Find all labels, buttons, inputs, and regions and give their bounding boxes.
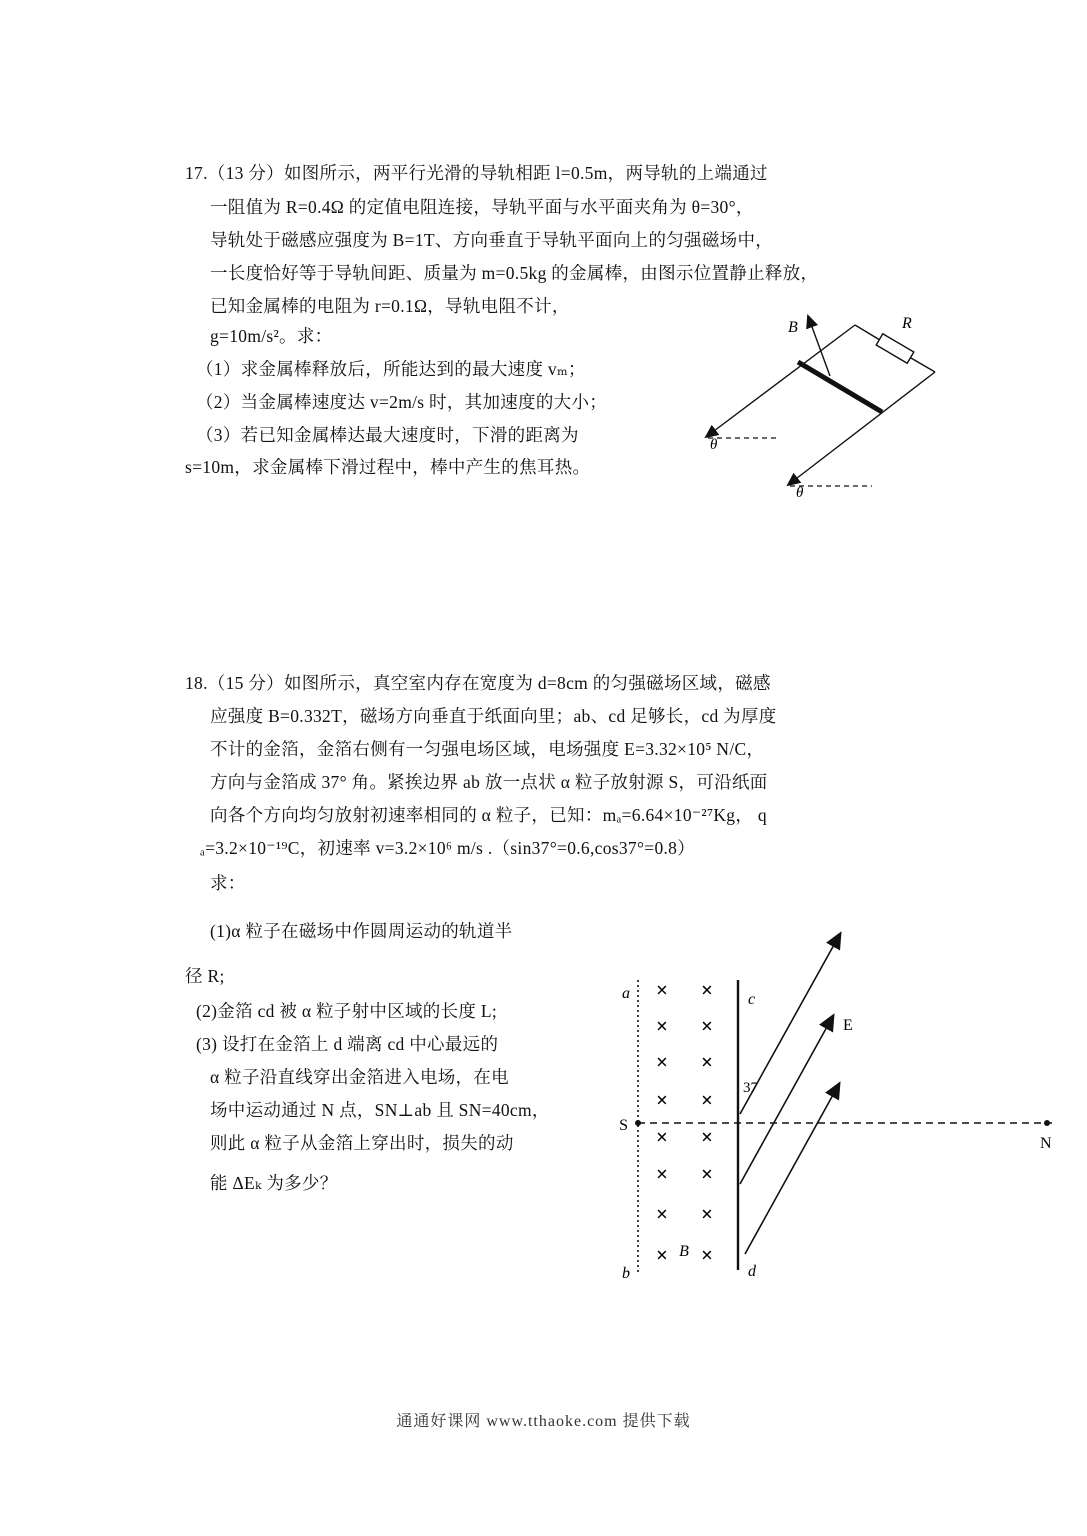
label-N: N — [1040, 1135, 1052, 1152]
b-into-page-cross: × — [701, 1088, 713, 1112]
q18-field-diagram — [600, 920, 1070, 1300]
label-d: d — [748, 1263, 756, 1280]
q18-line: ₐ=3.2×10⁻¹⁹C，初速率 v=3.2×10⁶ m/s .（sin37°=0.6,cos37°=0.8） — [200, 838, 696, 858]
b-into-page-cross: × — [701, 1202, 713, 1226]
b-field-label: B — [679, 1243, 689, 1260]
resistor-lead-left — [855, 325, 879, 340]
q18-line: 应强度 B=0.332T，磁场方向垂直于纸面向里；ab、cd 足够长，cd 为厚度 — [210, 706, 777, 726]
q17-line: （3）若已知金属棒达最大速度时，下滑的距离为 — [196, 425, 579, 445]
b-into-page-cross: × — [656, 1050, 668, 1074]
q17-line: （2）当金属棒速度达 v=2m/s 时，其加速度的大小； — [196, 392, 608, 412]
q18-line: 能 ΔEₖ 为多少？ — [210, 1173, 338, 1193]
b-into-page-cross: × — [656, 978, 668, 1002]
b-into-page-cross: × — [656, 1162, 668, 1186]
q18-line: 径 R; — [185, 966, 225, 986]
b-into-page-cross: × — [656, 1014, 668, 1038]
b-into-page-cross: × — [701, 1050, 713, 1074]
metal-bar — [798, 362, 882, 412]
q17-line: （1）求金属棒释放后，所能达到的最大速度 vₘ； — [196, 359, 586, 379]
q18-line: (2)金箔 cd 被 α 粒子射中区域的长度 L; — [196, 1001, 498, 1021]
b-into-page-cross: × — [701, 978, 713, 1002]
angle-37-label: 37 — [743, 1080, 758, 1096]
resistor-label: R — [902, 315, 912, 332]
q18-line: (1)α 粒子在磁场中作圆周运动的轨道半 — [210, 921, 513, 941]
b-field-label: B — [788, 319, 798, 336]
q18-line: α 粒子沿直线穿出金箔进入电场，在电 — [210, 1067, 509, 1087]
label-a: a — [622, 985, 630, 1002]
label-b: b — [622, 1265, 630, 1282]
incline-rail-right — [788, 372, 935, 485]
q18-line: 求： — [210, 873, 246, 893]
q17-line: g=10m/s²。求： — [210, 326, 333, 346]
e-field-label: E — [843, 1017, 853, 1034]
b-into-page-cross: × — [701, 1243, 713, 1267]
q18-line: 不计的金箔，金箔右侧有一匀强电场区域，电场强度 E=3.32×10⁵ N/C， — [210, 739, 765, 759]
label-c: c — [748, 991, 756, 1008]
b-into-page-cross: × — [656, 1088, 668, 1112]
footer-download-note: 通通好课网 www.tthaoke.com 提供下载 — [396, 1413, 691, 1430]
theta-label-lower: θ — [796, 485, 804, 501]
q18-line: 向各个方向均匀放射初速率相同的 α 粒子，已知：mₐ=6.64×10⁻²⁷Kg， q — [210, 805, 767, 825]
e-field-arrow — [745, 1084, 839, 1254]
q17-line: 已知金属棒的电阻为 r=0.1Ω，导轨电阻不计， — [210, 296, 570, 316]
q18-line: (3) 设打在金箔上 d 端离 cd 中心最远的 — [196, 1034, 499, 1054]
q18-line: 18.（15 分）如图所示，真空室内存在宽度为 d=8cm 的匀强磁场区域，磁感 — [185, 673, 771, 693]
q18-line: 则此 α 粒子从金箔上穿出时，损失的动 — [210, 1133, 514, 1153]
label-S: S — [619, 1117, 628, 1134]
resistor-symbol — [876, 334, 914, 363]
b-into-page-cross: × — [701, 1125, 713, 1149]
point-n-dot — [1044, 1120, 1050, 1126]
q17-line: 导轨处于磁感应强度为 B=1T、方向垂直于导轨平面向上的匀强磁场中， — [210, 230, 774, 250]
b-into-page-cross: × — [656, 1243, 668, 1267]
b-into-page-cross: × — [701, 1162, 713, 1186]
q18-line: 方向与金箔成 37° 角。紧挨边界 ab 放一点状 α 粒子放射源 S，可沿纸面 — [210, 772, 768, 792]
q17-line: s=10m，求金属棒下滑过程中，棒中产生的焦耳热。 — [185, 457, 591, 477]
e-field-arrow — [740, 1016, 833, 1184]
q17-line: 17.（13 分）如图所示，两平行光滑的导轨相距 l=0.5m，两导轨的上端通过 — [185, 163, 768, 183]
b-into-page-cross: × — [701, 1014, 713, 1038]
source-s-dot — [635, 1120, 641, 1126]
b-into-page-cross: × — [656, 1202, 668, 1226]
theta-label-upper: θ — [710, 437, 718, 453]
q18-line: 场中运动通过 N 点，SN⊥ab 且 SN=40cm， — [210, 1100, 550, 1120]
q17-line: 一阻值为 R=0.4Ω 的定值电阻连接，导轨平面与水平面夹角为 θ=30°， — [210, 197, 754, 217]
b-into-page-cross: × — [656, 1125, 668, 1149]
q17-incline-diagram — [680, 300, 950, 515]
q17-line: 一长度恰好等于导轨间距、质量为 m=0.5kg 的金属棒，由图示位置静止释放， — [210, 263, 819, 283]
resistor-lead-right — [911, 358, 935, 372]
